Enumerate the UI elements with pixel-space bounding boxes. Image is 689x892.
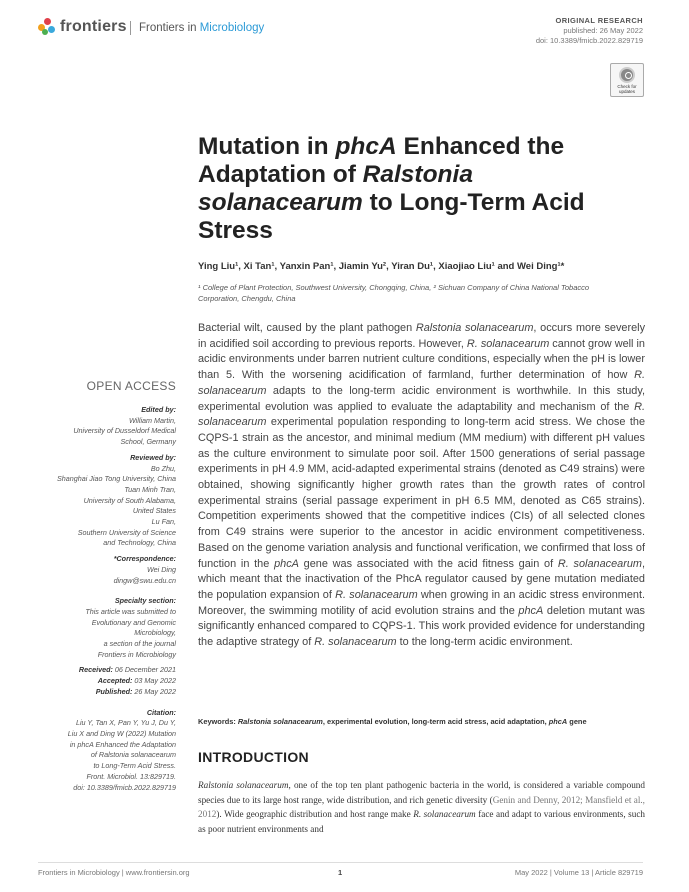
check-label-2: updates [618, 89, 635, 94]
specialty-line: Evolutionary and Genomic [91, 617, 176, 627]
reviewer-line: Shanghai Jiao Tong University, China [56, 474, 176, 484]
editor-line: School, Germany [120, 437, 176, 447]
citation-line: in phcA Enhanced the Adaptation [69, 739, 176, 749]
correspondence-label: *Correspondence: [113, 554, 176, 564]
article-meta [536, 16, 643, 46]
check-label-1: Check for [617, 84, 637, 89]
received-date: Received: 06 December 2021 [78, 665, 176, 675]
specialty-section-label: Specialty section: [114, 596, 176, 606]
affiliations: ¹ College of Plant Protection, Southwest University, Chongqing, China, ² Sichuan Company of China National Tobacco Corporation, Chengdu, China [198, 283, 590, 303]
article-title: Mutation in phcA Enhanced the Adaptation of Ralstonia solanacearum to Long-Term Acid Stress [198, 133, 585, 244]
published-date: published: 26 May 2022 [563, 26, 643, 35]
citation-line: of Ralstonia solanacearum [90, 750, 176, 760]
editor-line[interactable]: William Martin, [128, 415, 176, 425]
keywords: Keywords: Ralstonia solanacearum, experimental evolution, long-term acid stress, acid adaptation, phcA gene [198, 717, 587, 726]
reviewer-line[interactable]: Tuan Minh Tran, [124, 484, 176, 494]
editor-line: University of Dusseldorf Medical [73, 426, 176, 436]
citation-link[interactable]: Genin and Denny, 2012; Mansfield et al., 2012 [198, 794, 645, 820]
specialty-line: Microbiology, [134, 628, 176, 638]
page-footer [38, 862, 643, 877]
article-doi[interactable]: doi: 10.3389/fmicb.2022.829719 [535, 36, 643, 45]
citation-doi[interactable]: doi: 10.3389/fmicb.2022.829719 [73, 782, 176, 792]
frontiers-logo[interactable] [38, 18, 127, 36]
published-date-sidebar: Published: 26 May 2022 [95, 686, 176, 696]
citation-label: Citation: [146, 707, 176, 717]
correspondence-name: Wei Ding [146, 564, 176, 574]
journal-prefix: Frontiers in [139, 22, 200, 34]
author-list[interactable]: Ying Liu¹, Xi Tan¹, Yanxin Pan¹, Jiamin Yu², Yiran Du¹, Xiaojiao Liu¹ and Wei Ding¹* [198, 261, 565, 272]
journal-subject: Microbiology [199, 22, 265, 34]
abstract: Bacterial wilt, caused by the plant pathogen Ralstonia solanacearum, occurs more severely in acidified soil according to previous reports. However, R. solanacearum cannot grow well in acidic environments under barren nutrient culture conditions, especially when the pH is lower than 5. With the worsening acidification of farmland, further determination of how R. solanacearum adapts to the long-term acidic environment is worthwhile. In this study, experimental evolution was applied to evaluate the adaptability and mechanism of the R. solanacearum experimental population responding to long-term acid stress. We chose the CQPS-1 strain as the ancestor, and minimal medium (MM medium) with different pH values as the culture environment to simulate poor soil. After 1500 generations of serial passage experiments in pH 4.9 MM, acid-adapted experimental strains (denoted as C49 strains) were obtained, showing significantly higher growth rates than the growth rates of control experimental strains (serial passage experiment in pH 6.5 MM, denoted as C65 strains). Competition experiments showed that the competitive indices (CIs) of all selected clones from C49 strains were superior to the ancestor in acidic environment competitiveness. Based on the genome variation analysis and functional verification, we confirmed that loss of function in the phcA gene was associated with the acid fitness gain of R. solanacearum, which meant that the inactivation of the PhcA regulator caused by gene mutation mediated the population expansion of R. solanacearum when growing in an acidic stress environment. Moreover, the swimming motility of acid evolution strains and the phcA deletion mutant was significantly enhanced compared to CQPS-1. This work provided evidence for understanding the adaptive strategy of R. solanacearum to the long-term acidic environment. [198, 322, 646, 649]
bookmark-icon [619, 67, 635, 83]
reviewer-line[interactable]: Lu Fan, [151, 517, 176, 527]
frontiers-logo-icon [38, 18, 56, 36]
specialty-line: a section of the journal [103, 639, 176, 649]
check-for-updates-button[interactable] [610, 63, 644, 97]
accepted-date: Accepted: 03 May 2022 [97, 676, 176, 686]
citation-line: Liu Y, Tan X, Pan Y, Yu J, Du Y, [75, 718, 176, 728]
reviewer-line: United States [132, 506, 176, 516]
article-type: ORIGINAL RESEARCH [555, 16, 643, 25]
page-number: 1 [338, 868, 343, 877]
reviewer-line: and Technology, China [103, 538, 176, 548]
introduction-text: Ralstonia solanacearum, one of the top ten plant pathogenic bacteria in the world, is considered a variable compound species due to its large host range, wide distribution, and rich genetic diversity (Genin and Denny, 2012; Mansfield et al., 2012). Wide geographic distribution and host range make R. solanacearum face and adapt to various environments, such as poor nutrient environments and [198, 780, 646, 834]
footer-journal-link[interactable]: Frontiers in Microbiology | www.frontiersin.org [38, 868, 190, 877]
reviewer-line: University of South Alabama, [83, 495, 176, 505]
reviewed-by-label: Reviewed by: [130, 452, 176, 462]
publisher-name: frontiers [60, 18, 127, 35]
edited-by-label: Edited by: [141, 405, 176, 414]
reviewer-line[interactable]: Bo Zhu, [150, 463, 176, 473]
specialty-line: This article was submitted to [85, 606, 176, 616]
section-heading-introduction: INTRODUCTION [198, 749, 309, 765]
footer-volume-info: May 2022 | Volume 13 | Article 829719 [514, 868, 643, 877]
open-access-label: OPEN ACCESS [86, 379, 176, 393]
reviewer-line: Southern University of Science [77, 527, 176, 537]
specialty-line: Frontiers in Microbiology [97, 649, 176, 659]
citation-line: Front. Microbiol. 13:829719. [86, 771, 176, 781]
page-header [38, 16, 643, 50]
correspondence-email[interactable]: dingw@swu.edu.cn [113, 575, 176, 585]
citation-line: to Long-Term Acid Stress. [93, 761, 176, 771]
article-info-sidebar [38, 379, 176, 793]
journal-name[interactable] [130, 21, 264, 35]
citation-line: Liu X and Ding W (2022) Mutation [67, 728, 176, 738]
